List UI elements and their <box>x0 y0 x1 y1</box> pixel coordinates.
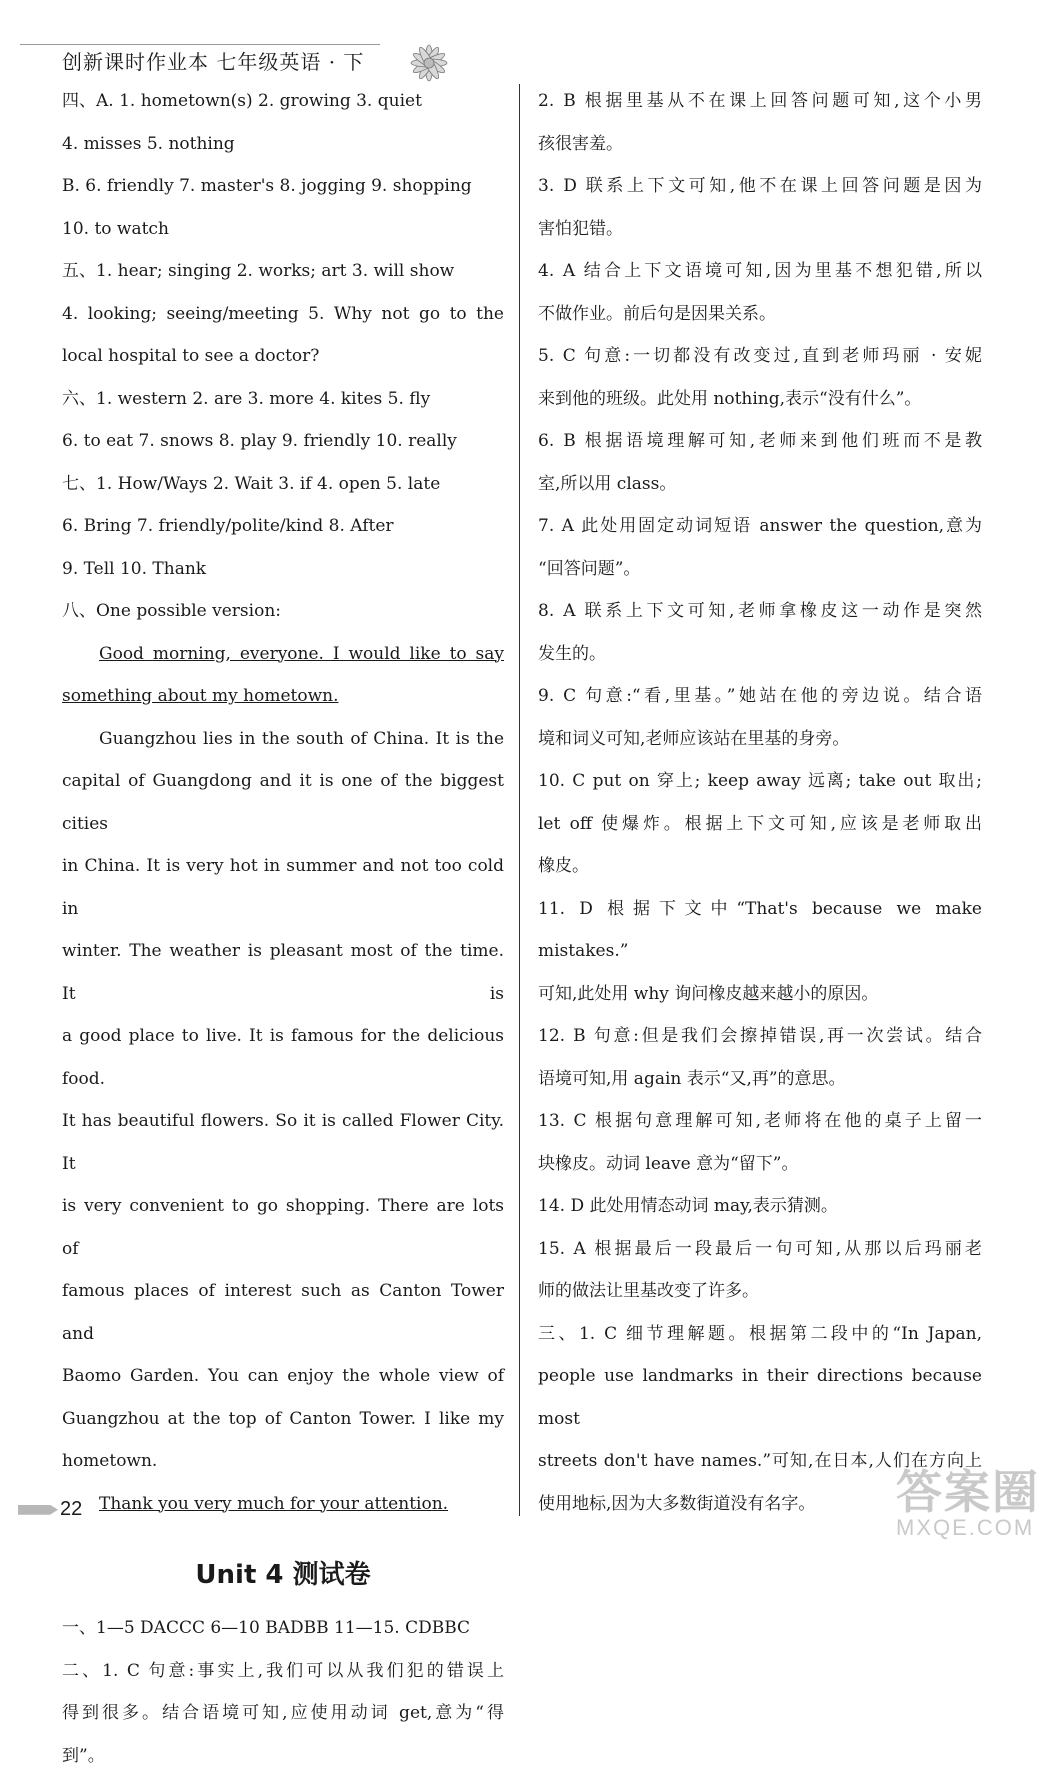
arrow-icon <box>18 1505 58 1515</box>
answer-line: 使用地标,因为大多数街道没有名字。 <box>538 1483 982 1526</box>
essay-opening-line: something about my hometown. <box>62 675 504 718</box>
answer-line: 4. looking; seeing/meeting 5. Why not go to the <box>62 293 504 336</box>
page-number: 22 <box>18 1498 82 1521</box>
answer-line: 3. D 联系上下文可知,他不在课上回答问题是因为 <box>538 165 982 208</box>
answer-line: 到”。 <box>62 1735 504 1777</box>
answer-line: 八、One possible version: <box>62 590 504 633</box>
answer-line: 得到很多。结合语境可知,应使用动词 get,意为“得 <box>62 1692 504 1735</box>
answer-line: 9. C 句意:“看,里基。”她站在他的旁边说。结合语 <box>538 675 982 718</box>
answer-line: 七、1. How/Ways 2. Wait 3. if 4. open 5. late <box>62 463 504 506</box>
answer-line: 12. B 句意:但是我们会擦掉错误,再一次尝试。结合 <box>538 1015 982 1058</box>
answer-line: 四、A. 1. hometown(s) 2. growing 3. quiet <box>62 80 504 123</box>
answer-line: 害怕犯错。 <box>538 208 982 251</box>
answer-line: 孩很害羞。 <box>538 123 982 166</box>
answer-line: 13. C 根据句意理解可知,老师将在他的桌子上留一 <box>538 1100 982 1143</box>
answer-line: 4. misses 5. nothing <box>62 123 504 166</box>
header-rule <box>20 44 380 45</box>
essay-line: is very convenient to go shopping. There are lots of <box>62 1185 504 1270</box>
answer-line: 6. Bring 7. friendly/polite/kind 8. After <box>62 505 504 548</box>
essay-line: It has beautiful flowers. So it is called Flower City. It <box>62 1100 504 1185</box>
answer-line: 可知,此处用 why 询问橡皮越来越小的原因。 <box>538 973 982 1016</box>
answer-line: 语境可知,用 again 表示“又,再”的意思。 <box>538 1058 982 1101</box>
answer-line: 10. to watch <box>62 208 504 251</box>
answer-line: 14. D 此处用情态动词 may,表示猜测。 <box>538 1185 982 1228</box>
answer-line: 5. C 句意:一切都没有改变过,直到老师玛丽 · 安妮 <box>538 335 982 378</box>
answer-line: 三、1. C 细节理解题。根据第二段中的“In Japan, <box>538 1313 982 1356</box>
page-header: 创新课时作业本 七年级英语 · 下 <box>62 46 364 75</box>
unit-title: Unit 4 测试卷 <box>62 1525 504 1607</box>
answer-line: streets don't have names.”可知,在日本,人们在方向上 <box>538 1440 982 1483</box>
answer-line: 来到他的班级。此处用 nothing,表示“没有什么”。 <box>538 378 982 421</box>
answer-line: 一、1—5 DACCC 6—10 BADBB 11—15. CDBBC <box>62 1607 504 1650</box>
watermark-url: MXQE.COM <box>896 1516 1040 1540</box>
answer-line: 6. to eat 7. snows 8. play 9. friendly 10. really <box>62 420 504 463</box>
essay-line: in China. It is very hot in summer and not too cold in <box>62 845 504 930</box>
answer-line: 发生的。 <box>538 633 982 676</box>
answer-line: 10. C put on 穿上; keep away 远离; take out 取出; <box>538 760 982 803</box>
essay-opening-line: Good morning, everyone. I would like to say <box>62 633 504 676</box>
answer-line: 师的做法让里基改变了许多。 <box>538 1270 982 1313</box>
answer-line: 不做作业。前后句是因果关系。 <box>538 293 982 336</box>
answer-line: let off 使爆炸。根据上下文可知,应该是老师取出 <box>538 803 982 846</box>
answer-line: 2. B 根据里基从不在课上回答问题可知,这个小男 <box>538 80 982 123</box>
watermark <box>896 1468 1040 1540</box>
answer-line: 8. A 联系上下文可知,老师拿橡皮这一动作是突然 <box>538 590 982 633</box>
answer-line: B. 6. friendly 7. master's 8. jogging 9. shopping <box>62 165 504 208</box>
essay-line: hometown. <box>62 1440 504 1483</box>
answer-line: 室,所以用 class。 <box>538 463 982 506</box>
answer-line: 6. B 根据语境理解可知,老师来到他们班而不是教 <box>538 420 982 463</box>
answer-line: 7. A 此处用固定动词短语 answer the question,意为 <box>538 505 982 548</box>
answer-line: 4. A 结合上下文语境可知,因为里基不想犯错,所以 <box>538 250 982 293</box>
answer-line: 橡皮。 <box>538 845 982 888</box>
essay-closing-line: Thank you very much for your attention. <box>62 1483 504 1526</box>
essay-line: famous places of interest such as Canton Tower and <box>62 1270 504 1355</box>
essay-line: a good place to live. It is famous for the delicious food. <box>62 1015 504 1100</box>
essay-line: capital of Guangdong and it is one of the biggest cities <box>62 760 504 845</box>
answer-line: 二、1. C 句意:事实上,我们可以从我们犯的错误上 <box>62 1650 504 1693</box>
essay-line: Guangzhou at the top of Canton Tower. I like my <box>62 1398 504 1441</box>
answer-line: 块橡皮。动词 leave 意为“留下”。 <box>538 1143 982 1186</box>
answer-line: people use landmarks in their directions because most <box>538 1355 982 1440</box>
essay-line: winter. The weather is pleasant most of the time. It is <box>62 930 504 1015</box>
answer-line: 五、1. hear; singing 2. works; art 3. will show <box>62 250 504 293</box>
right-column <box>538 80 982 1525</box>
watermark-logo: 答案圈 <box>896 1468 1040 1516</box>
essay-line: Baomo Garden. You can enjoy the whole view of <box>62 1355 504 1398</box>
left-column <box>62 80 504 1777</box>
answer-line: 境和词义可知,老师应该站在里基的身旁。 <box>538 718 982 761</box>
answer-line: 11. D 根据下文中“That's because we make mistakes.” <box>538 888 982 973</box>
essay-line: Guangzhou lies in the south of China. It is the <box>62 718 504 761</box>
answer-line: local hospital to see a doctor? <box>62 335 504 378</box>
answer-line: 六、1. western 2. are 3. more 4. kites 5. fly <box>62 378 504 421</box>
answer-line: 9. Tell 10. Thank <box>62 548 504 591</box>
column-divider <box>519 84 520 1516</box>
answer-line: 15. A 根据最后一段最后一句可知,从那以后玛丽老 <box>538 1228 982 1271</box>
answer-line: “回答问题”。 <box>538 548 982 591</box>
